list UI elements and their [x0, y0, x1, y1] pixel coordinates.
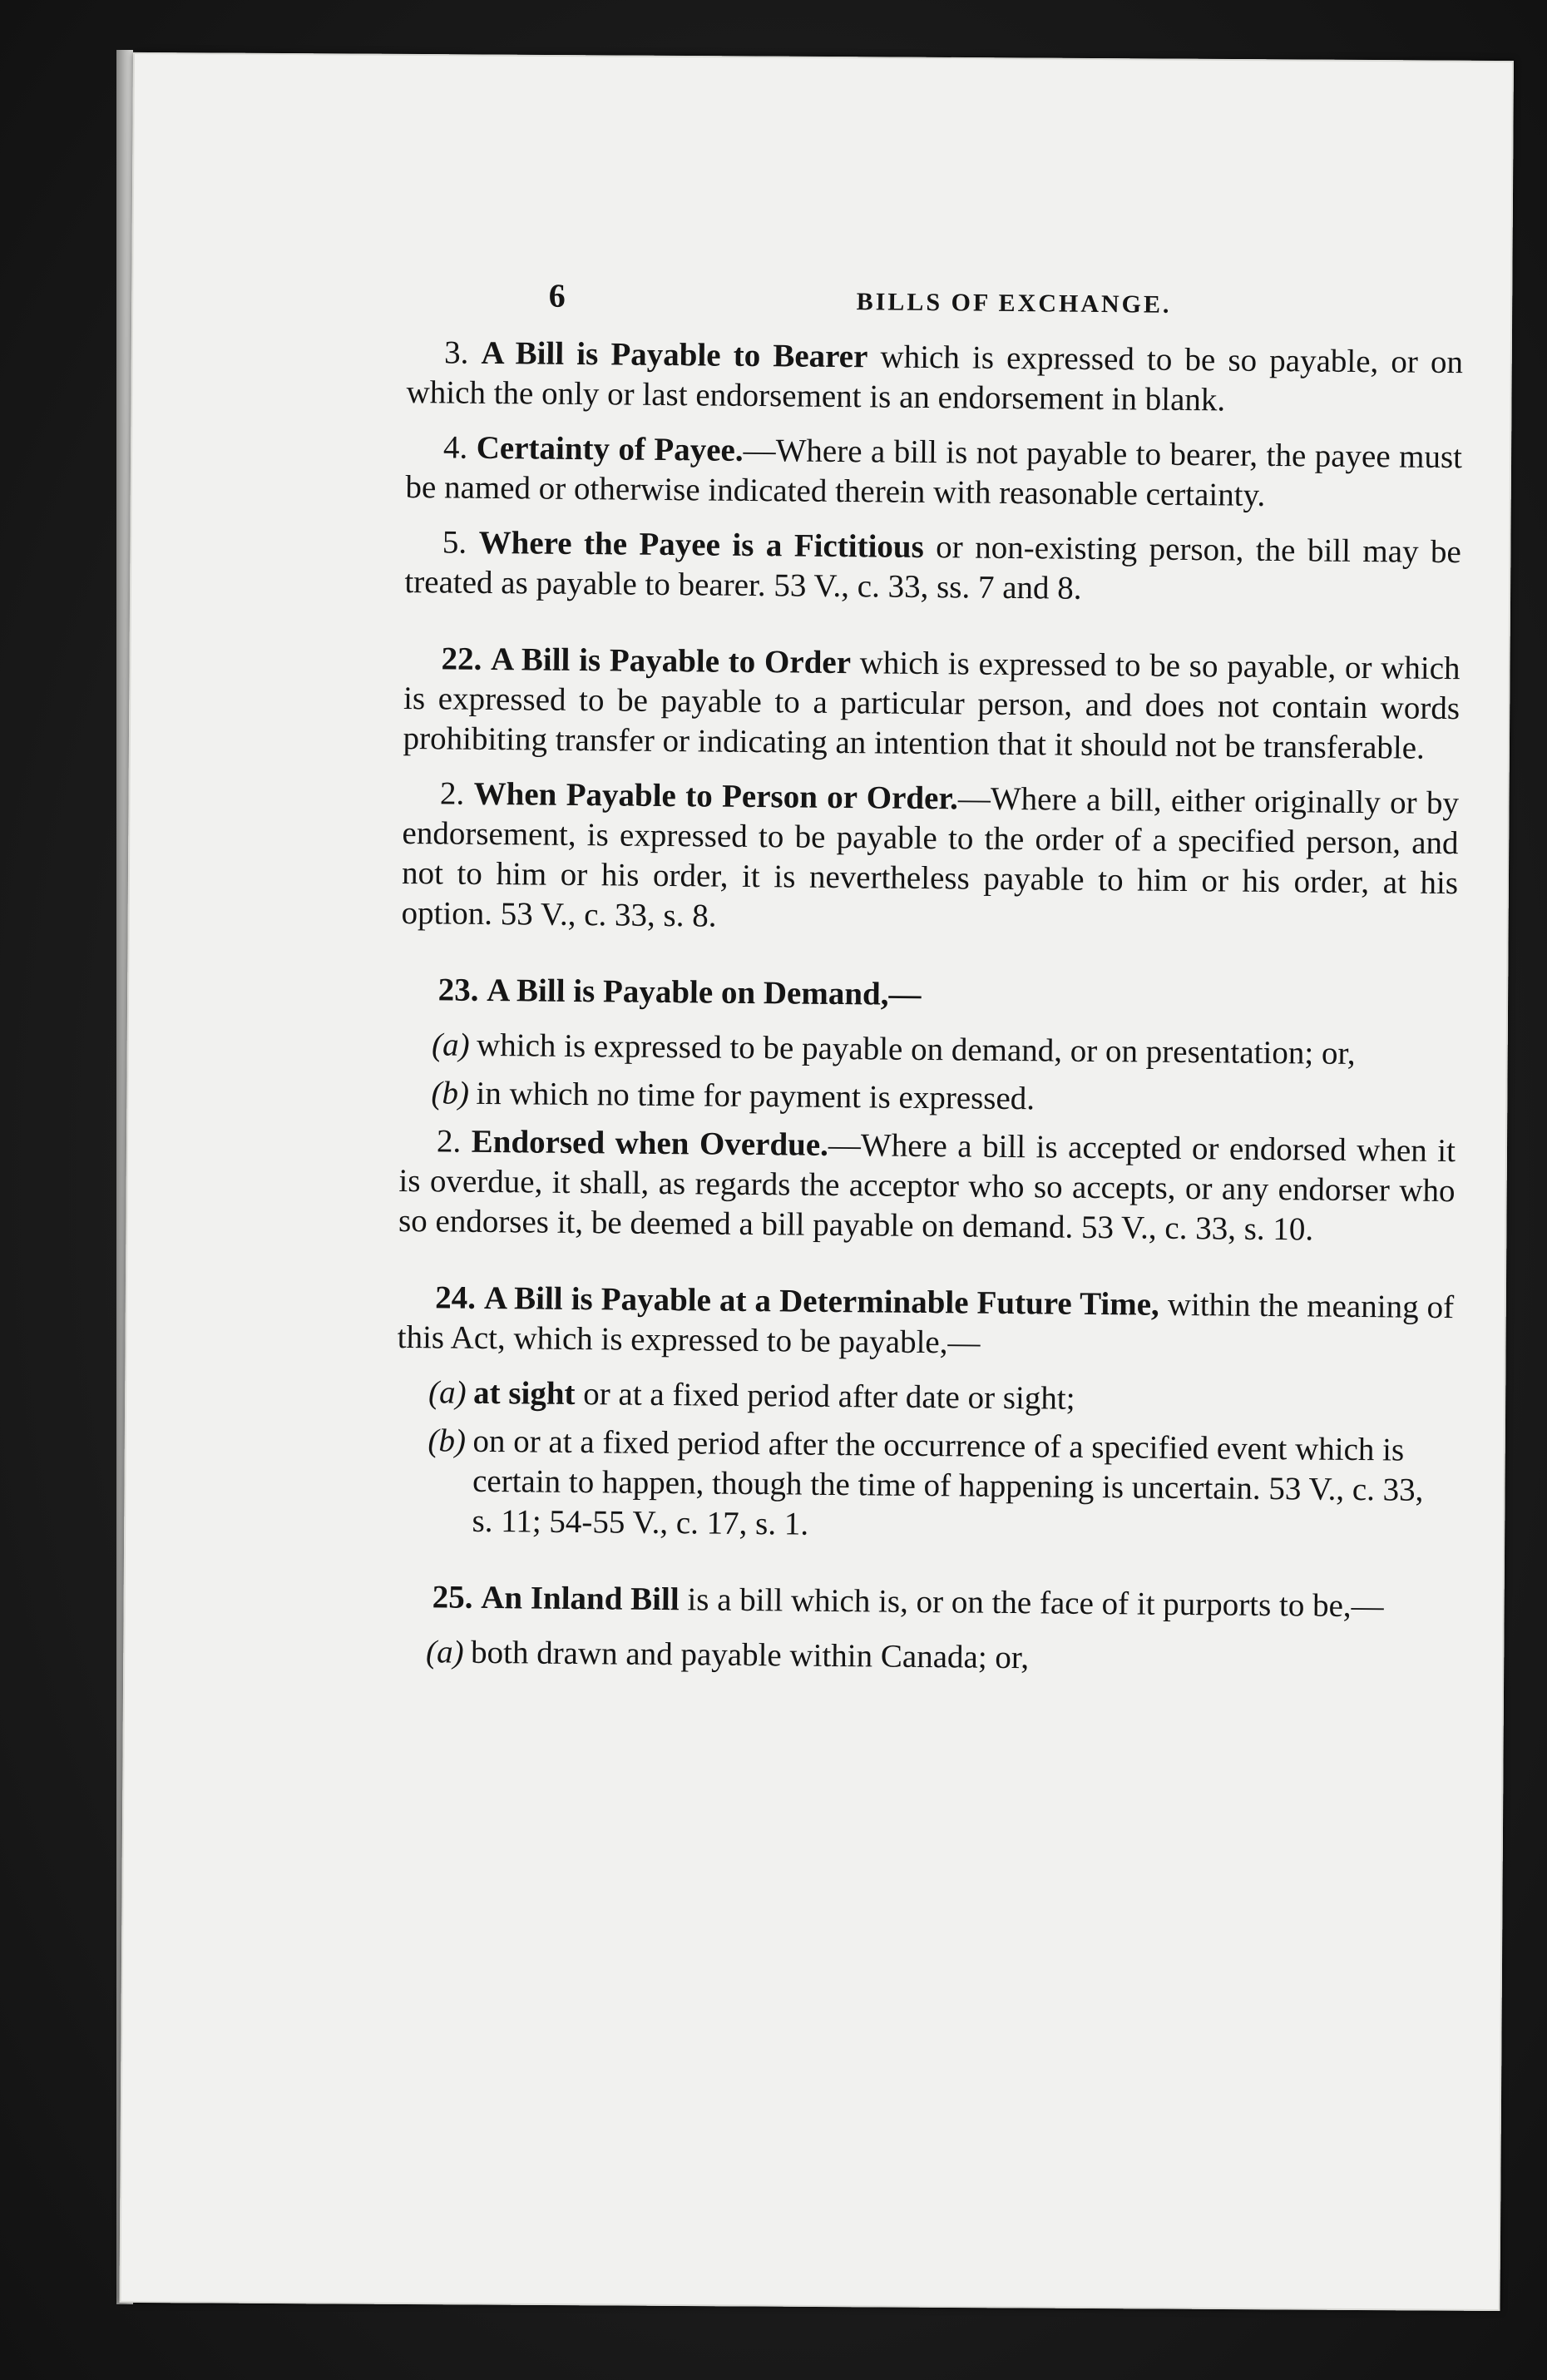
subsection-number: 2. [439, 775, 465, 812]
subsection-number: 3. [443, 334, 469, 371]
section-number: 23. [437, 972, 479, 1008]
subsection-heading: Certainty of Payee. [476, 429, 744, 468]
text-block [394, 275, 1464, 1690]
clause-text: which is expressed to be payable on demand, or on presentation; or, [476, 1027, 1356, 1071]
section-23 [401, 970, 1457, 1020]
section-25 [395, 1577, 1451, 1627]
section-number: 22. [441, 641, 482, 677]
clause-label: (b) [428, 1423, 467, 1459]
subsection-number: 2. [436, 1123, 462, 1160]
section-number: 25. [432, 1579, 473, 1616]
section-heading: A Bill is Payable at a Determinable Future Time, [483, 1279, 1159, 1323]
clause-23-a [400, 1025, 1456, 1075]
subsection-text: —Where a bill is not payable to bearer, the payee must be named or otherwise indicated therein with reasonable certainty. [405, 432, 1463, 513]
clause-label: (b) [431, 1075, 470, 1111]
clause-text: in which no time for payment is expressed. [476, 1075, 1035, 1117]
section-number: 24. [434, 1279, 477, 1316]
running-title: BILLS OF EXCHANGE. [856, 288, 1172, 319]
subsection-number: 4. [442, 429, 468, 466]
subsection-23-2 [398, 1121, 1456, 1251]
clause-25-a [394, 1632, 1451, 1682]
clause-24-a [397, 1373, 1453, 1423]
clause-text: on or at a fixed period after the occurrence of a specified event which is certain to happen, though the time of happening is uncertain. 53 V., c. 33, s. 11; 54-55 V., c. 17, s. 1. [472, 1423, 1424, 1542]
subsection-text: which is expressed to be so payable, or on which the only or last endorsement is an endorsement in blank. [406, 339, 1464, 418]
section-24 [398, 1278, 1455, 1368]
section-text: is a bill which is, or on the face of it purports to be,— [679, 1581, 1384, 1625]
page-number: 6 [548, 276, 566, 314]
clause-text: both drawn and payable within Canada; or, [470, 1634, 1030, 1676]
clause-label: (a) [428, 1374, 467, 1411]
clause-label: (a) [425, 1634, 464, 1670]
subsection-22-2 [401, 774, 1459, 943]
section-22 [403, 639, 1460, 769]
subsection-number: 5. [442, 524, 467, 561]
clause-label: (a) [431, 1027, 470, 1063]
section-heading: An Inland Bill [481, 1579, 680, 1618]
clause-text: or at a fixed period after date or sight; [575, 1375, 1075, 1417]
subsection-heading: Where the Payee is a Fictitious [478, 524, 924, 565]
clause-23-b [399, 1073, 1456, 1123]
clause-bold-text: at sight [472, 1374, 576, 1412]
subsection-text: or non-existing person, the bill may be treated as payable to bearer. 53 V., c. 33, ss. 7 and 8. [404, 528, 1462, 606]
section-text: within the meaning of this Act, which is expressed to be payable,— [397, 1286, 1455, 1361]
running-head [407, 275, 1464, 343]
subsection-heading: When Payable to Person or Order. [473, 775, 959, 817]
subsection-text: —Where a bill is accepted or endorsed when it is overdue, it shall, as regards the acceptor who so accepts, or any endorser who so endorses it, be deemed a bill payable on demand. 53 V., c. 33, s. 10. [398, 1126, 1456, 1248]
subsection-text: —Where a bill, either originally or by endorsement, is expressed to be payable to the order of a specified person, and not to him or his order, it is nevertheless payable to him or his order, at his option. 53 V., c. 33, s. 8. [401, 780, 1460, 934]
section-heading: A Bill is Payable to Order [490, 641, 852, 681]
subsection-heading: Endorsed when Overdue. [471, 1123, 829, 1163]
subsection-heading: A Bill is Payable to Bearer [481, 334, 868, 375]
section-text: which is expressed to be so payable, or which is expressed to be payable to a particular person, and does not contain words prohibiting transfer or indicating an intention that it should not be transferable. [403, 645, 1461, 766]
clause-24-b [395, 1421, 1452, 1551]
subsection-21-5 [404, 522, 1461, 612]
subsection-21-4 [405, 428, 1462, 517]
subsection-21-3 [406, 333, 1463, 423]
section-heading: A Bill is Payable on Demand,— [487, 972, 922, 1012]
